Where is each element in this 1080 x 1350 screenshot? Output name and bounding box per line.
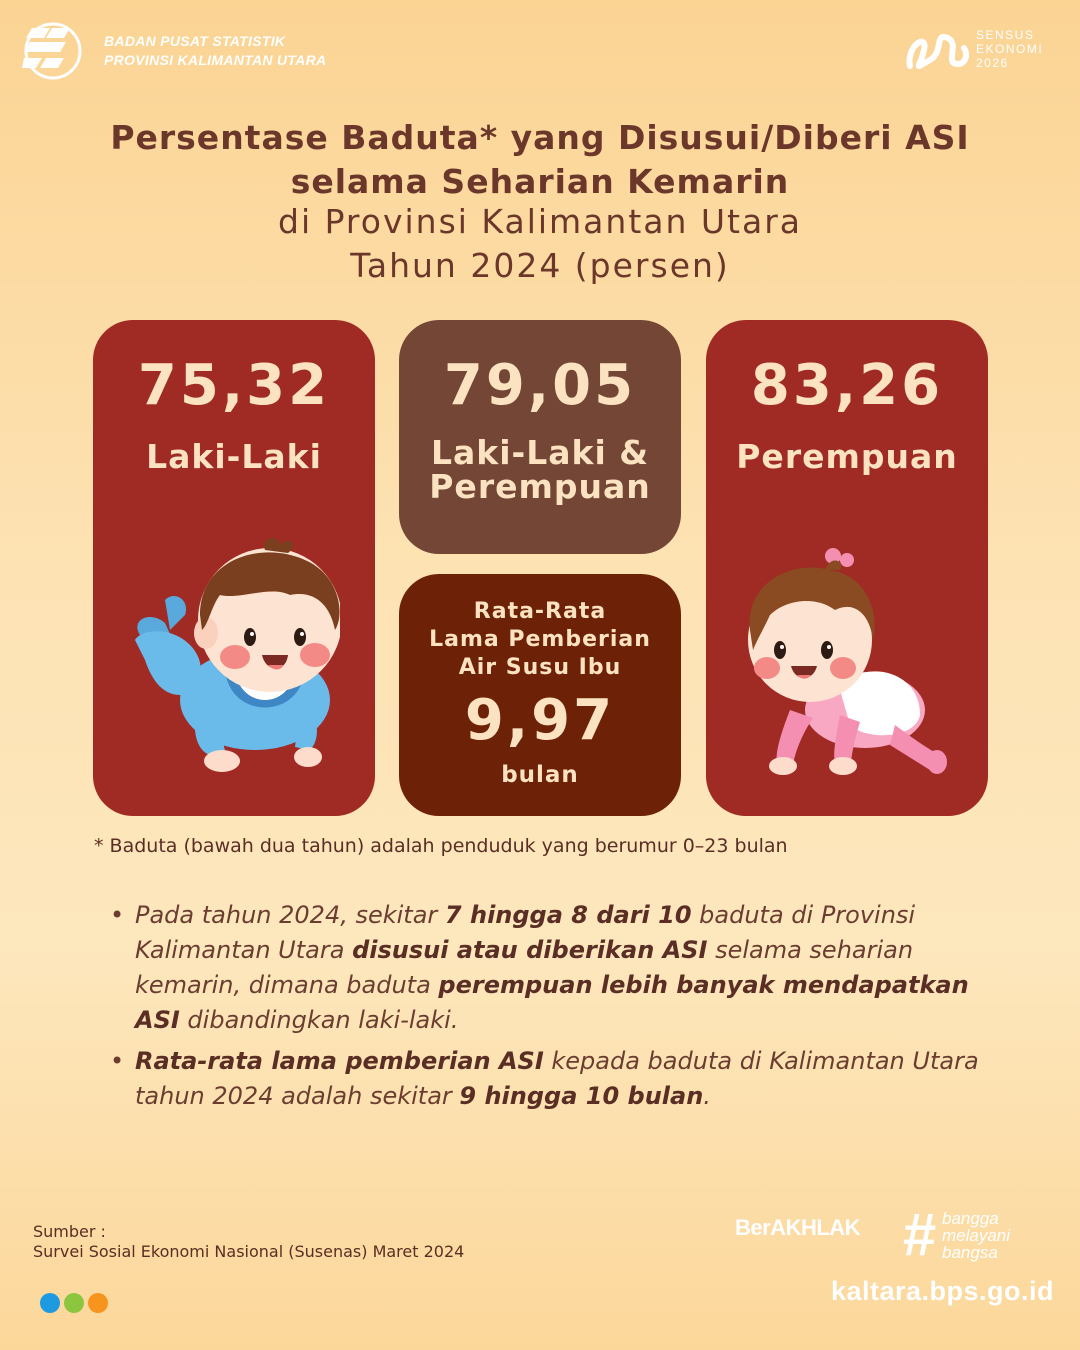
female-label: Perempuan <box>736 437 958 476</box>
footnote: * Baduta (bawah dua tahun) adalah penduduk yang berumur 0–23 bulan <box>94 835 788 857</box>
baby-girl-illustration <box>745 540 955 780</box>
summary-list <box>110 898 990 1120</box>
organization-name: BADAN PUSAT STATISTIK PROVINSI KALIMANTAN UTARA <box>104 33 327 68</box>
total-label: Laki-Laki & Perempuan <box>429 433 651 506</box>
source-note: Sumber : Survei Sosial Ekonomi Nasional (Susenas) Maret 2024 <box>33 1222 465 1261</box>
orange-dot-icon <box>88 1293 108 1313</box>
berakhlak-logo: BerAKHLAK <box>735 1215 861 1240</box>
female-value: 83,26 <box>750 353 944 418</box>
bangga-melayani-bangsa-logo: # bangga melayani bangsa <box>902 1201 1011 1268</box>
decorative-dots <box>40 1293 112 1317</box>
list-item: • Pada tahun 2024, sekitar 7 hingga 8 dari 10 baduta di Provinsi Kalimantan Utara disusui atau diberikan ASI selama seharian kemarin, dimana baduta perempuan lebih banyak mendapatkan ASI dibandingkan laki-laki. <box>110 898 990 1038</box>
page-title: Persentase Baduta* yang Disusui/Diberi ASI selama Seharian Kemarin <box>110 118 970 201</box>
green-dot-icon <box>64 1293 84 1313</box>
total-value: 79,05 <box>443 353 637 418</box>
duration-stat-card <box>399 574 681 816</box>
male-label: Laki-Laki <box>146 437 322 476</box>
duration-value: 9,97 <box>464 688 616 753</box>
list-item: • Rata-rata lama pemberian ASI kepada baduta di Kalimantan Utara tahun 2024 adalah sekitar 9 hingga 10 bulan. <box>110 1044 990 1114</box>
sensus-ekonomi-logo: SENSUS EKONOMI 2026 <box>904 26 1054 74</box>
blue-dot-icon <box>40 1293 60 1313</box>
website-link[interactable]: kaltara.bps.go.id <box>830 1276 1054 1306</box>
se2026-logo-icon <box>904 26 974 74</box>
bps-logo-icon <box>22 22 84 80</box>
total-stat-card <box>399 320 681 554</box>
page-subtitle: di Provinsi Kalimantan Utara Tahun 2024 (persen) <box>278 202 802 285</box>
male-value: 75,32 <box>137 353 331 418</box>
duration-unit: bulan <box>501 762 579 788</box>
baby-boy-illustration <box>130 535 340 780</box>
duration-label: Rata-Rata Lama Pemberian Air Susu Ibu <box>429 599 651 680</box>
